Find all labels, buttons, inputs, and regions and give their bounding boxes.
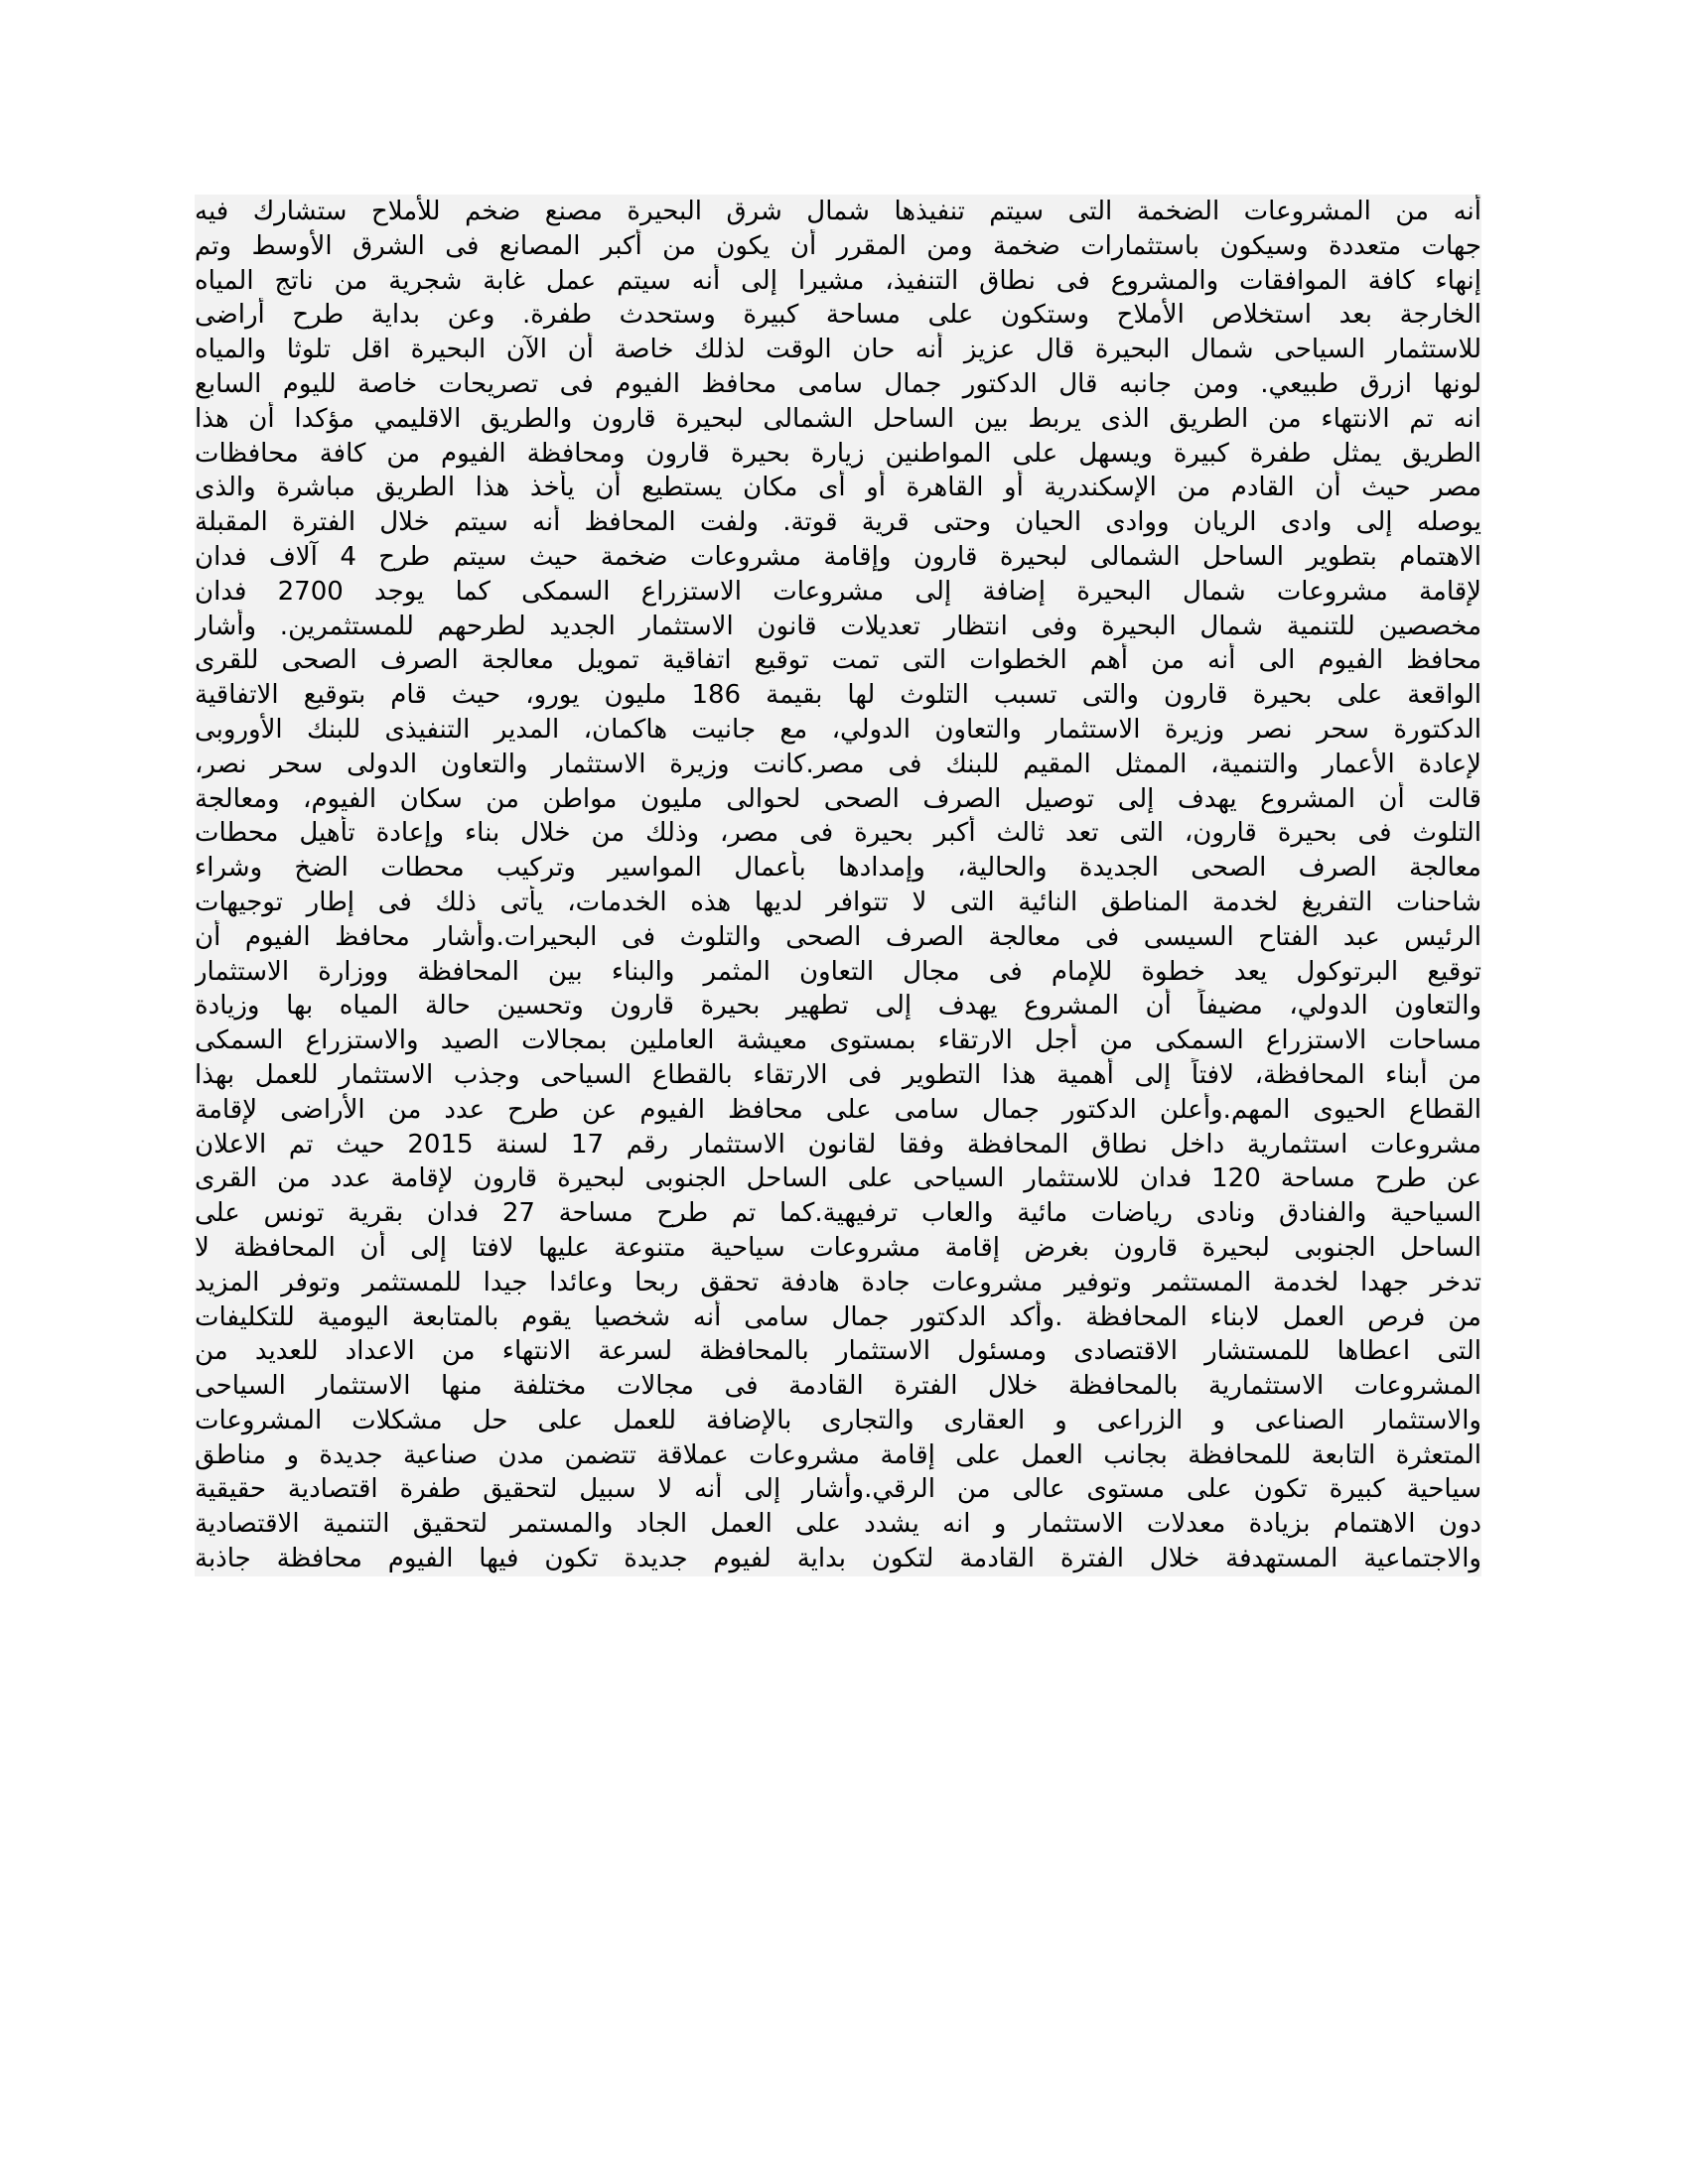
- text-line: من أبناء المحافظة، لافتاً إلى أهمية هذا التطوير فى الارتقاء بالقطاع السياحى وجذب الاستثمار للعمل بهذا: [195, 1059, 1481, 1090]
- text-line: الدكتورة سحر نصر وزيرة الاستثمار والتعاون الدولي، مع جانيت هاكمان، المدير التنفيذى للبنك الأوروبى: [195, 714, 1481, 745]
- text-line: أنه من المشروعات الضخمة التى سيتم تنفيذها شمال شرق البحيرة مصنع ضخم للأملاح ستشارك فيه: [195, 197, 1481, 226]
- text-line: شاحنات التفريغ لخدمة المناطق النائية التى لا تتوافر لديها هذه الخدمات، يأتى ذلك فى إطار توجيهات: [195, 887, 1481, 917]
- text-line: للاستثمار السياحى شمال البحيرة قال عزيز أنه حان الوقت لذلك خاصة أن الآن البحيرة اقل تلوثا والمياه: [195, 335, 1481, 365]
- text-line: مخصصين للتنمية شمال البحيرة وفى انتظار تعديلات قانون الاستثمار الجديد لطرحهم للمستثمرين. وأشار: [195, 611, 1481, 641]
- text-line: والاستثمار الصناعى و الزراعى و العقارى والتجارى بالإضافة للعمل على حل مشكلات المشروعات: [195, 1405, 1481, 1435]
- text-line: لإعادة الأعمار والتنمية، الممثل المقيم للبنك فى مصر.كانت وزيرة الاستثمار والتعاون الدولى سحر نصر،: [195, 749, 1481, 779]
- text-line: المتعثرة التابعة للمحافظة بجانب العمل على إقامة مشروعات عملاقة تتضمن مدن صناعية جديدة و مناطق: [195, 1439, 1481, 1470]
- text-line: لإقامة مشروعات شمال البحيرة إضافة إلى مشروعات الاستزراع السمكى كما يوجد 2700 فدان: [195, 576, 1481, 607]
- text-line: التى اعطاها للمستشار الاقتصادى ومسئول الاستثمار بالمحافظة لسرعة الانتهاء من الاعداد للعديد من: [195, 1336, 1481, 1367]
- text-line: مساحات الاستزراع السمكى من أجل الارتقاء بمستوى معيشة العاملين بمجالات الصيد والاستزراع السمكى: [195, 1025, 1481, 1056]
- text-line: انه تم الانتهاء من الطريق الذى يربط بين الساحل الشمالى لبحيرة قارون والطريق الاقليمي مؤكدا أن هذا: [195, 403, 1481, 434]
- text-line: الساحل الجنوبى لبحيرة قارون بغرض إقامة مشروعات سياحية متنوعة عليها لافتا إلى أن المحافظة لا: [195, 1232, 1481, 1263]
- text-line: سياحية كبيرة تكون على مستوى عالى من الرقي.وأشار إلى أنه لا سبيل لتحقيق طفرة اقتصادية حقيقية: [195, 1474, 1481, 1505]
- text-line: معالجة الصرف الصحى الجديدة والحالية، وإمدادها بأعمال المواسير وتركيب محطات الضخ وشراء: [195, 853, 1481, 884]
- text-line: دون الاهتمام بزيادة معدلات الاستثمار و انه يشدد على العمل الجاد والمستمر لتحقيق التنمية الاقتصادية: [195, 1509, 1481, 1540]
- text-line: والاجتماعية المستهدفة خلال الفترة القادمة لتكون بداية لفيوم جديدة تكون فيها الفيوم محافظة جاذبة: [195, 1544, 1481, 1574]
- text-line: جهات متعددة وسيكون باستثمارات ضخمة ومن المقرر أن يكون من أكبر المصانع فى الشرق الأوسط وتم: [195, 230, 1481, 261]
- text-line: تدخر جهدا لخدمة المستثمر وتوفير مشروعات جادة هادفة تحقق ربحا وعائدا جيدا للمستثمر وتوفر المزيد: [195, 1267, 1481, 1297]
- text-line: القطاع الحيوى المهم.وأعلن الدكتور جمال سامى على محافظ الفيوم عن طرح عدد من الأراضى لإقامة: [195, 1094, 1481, 1125]
- text-line: السياحية والفنادق ونادى رياضات مائية والعاب ترفيهية.كما تم طرح مساحة 27 فدان بقرية تونس على: [195, 1198, 1481, 1229]
- text-line: والتعاون الدولي، مضيفاً أن المشروع يهدف إلى تطهير بحيرة قارون وتحسين حالة المياه بها وزيادة: [195, 991, 1481, 1022]
- article-body: [195, 195, 1481, 1576]
- text-line: الرئيس عبد الفتاح السيسى فى معالجة الصرف الصحى والتلوث فى البحيرات.وأشار محافظ الفيوم أن: [195, 921, 1481, 952]
- text-line: التلوث فى بحيرة قارون، التى تعد ثالث أكبر بحيرة فى مصر، وذلك من خلال بناء وإعادة تأهيل محطات: [195, 818, 1481, 849]
- text-line: قالت أن المشروع يهدف إلى توصيل الصرف الصحى لحوالى مليون مواطن من سكان الفيوم، ومعالجة: [195, 783, 1481, 814]
- text-line: يوصله إلى وادى الريان ووادى الحيان وحتى قرية قوتة. ولفت المحافظ أنه سيتم خلال الفترة المقبلة: [195, 507, 1481, 538]
- text-line: الاهتمام بتطوير الساحل الشمالى لبحيرة قارون وإقامة مشروعات ضخمة حيث سيتم طرح 4 آلاف فدان: [195, 541, 1481, 572]
- text-line: الطريق يمثل طفرة كبيرة ويسهل على المواطنين زيارة بحيرة قارون ومحافظة الفيوم من كافة محافظات: [195, 438, 1481, 469]
- text-line: الخارجة بعد استخلاص الأملاح وستكون على مساحة كبيرة وستحدث طفرة. وعن بداية طرح أراضى: [195, 300, 1481, 331]
- text-line: إنهاء كافة الموافقات والمشروع فى نطاق التنفيذ، مشيرا إلى أنه سيتم عمل غابة شجرية من ناتج المياه: [195, 265, 1481, 296]
- text-line: مصر حيث أن القادم من الإسكندرية أو القاهرة أو أى مكان يستطيع أن يأخذ هذا الطريق مباشرة والذى: [195, 473, 1481, 503]
- text-line: عن طرح مساحة 120 فدان للاستثمار السياحى على الساحل الجنوبى لبحيرة قارون لإقامة عدد من القرى: [195, 1163, 1481, 1194]
- text-line: محافظ الفيوم الى أنه من أهم الخطوات التى تمت توقيع اتفاقية تمويل معالجة الصرف الصحى للقرى: [195, 645, 1481, 676]
- text-line: من فرص العمل لابناء المحافظة .وأكد الدكتور جمال سامى أنه شخصيا يقوم بالمتابعة اليومية للتكليفات: [195, 1301, 1481, 1332]
- text-line: مشروعات استثمارية داخل نطاق المحافظة وفقا لقانون الاستثمار رقم 17 لسنة 2015 حيث تم الاعلان: [195, 1129, 1481, 1160]
- text-line: توقيع البرتوكول يعد خطوة للإمام فى مجال التعاون المثمر والبناء بين المحافظة ووزارة الاستثمار: [195, 956, 1481, 987]
- text-line: لونها ازرق طبيعي. ومن جانبه قال الدكتور جمال سامى محافظ الفيوم فى تصريحات خاصة لليوم السابع: [195, 368, 1481, 399]
- text-line: الواقعة على بحيرة قارون والتى تسبب التلوث لها بقيمة 186 مليون يورو، حيث قام بتوقيع الاتفاقية: [195, 680, 1481, 711]
- text-line: المشروعات الاستثمارية بالمحافظة خلال الفترة القادمة فى مجالات مختلفة منها الاستثمار السياحى: [195, 1371, 1481, 1402]
